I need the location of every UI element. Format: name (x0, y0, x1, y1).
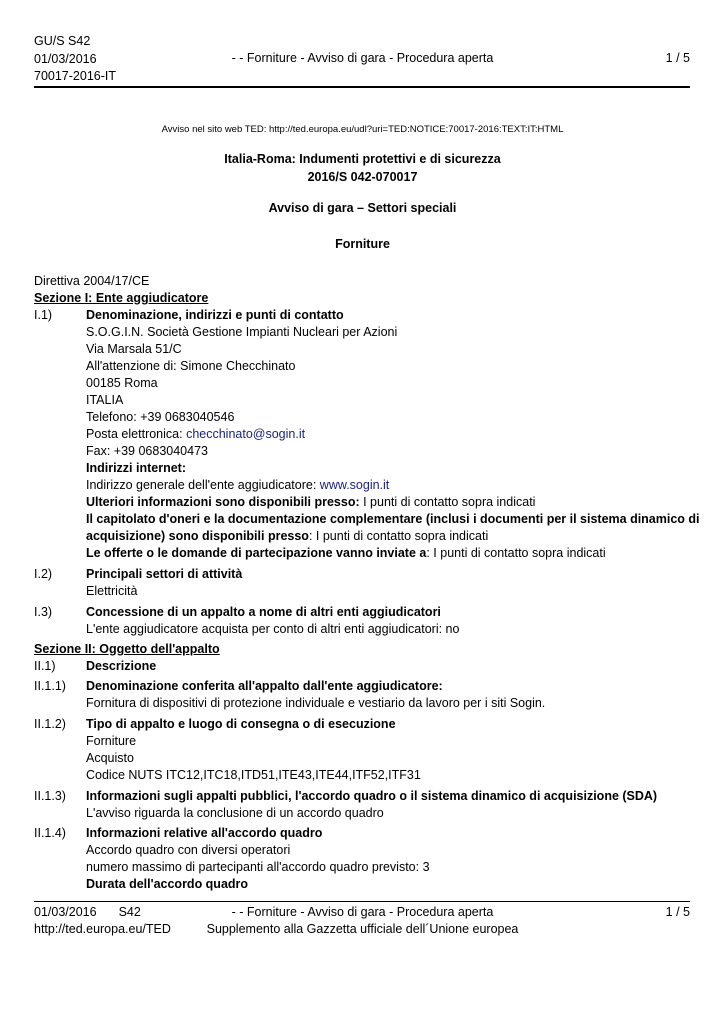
item-title: Denominazione, indirizzi e punti di contatto (86, 308, 344, 322)
notice-title: Italia-Roma: Indumenti protettivi e di sicurezza (224, 152, 501, 166)
item-number: II.1) (34, 659, 56, 673)
item-title: Principali settori di attività (86, 567, 243, 581)
offers-value: : I punti di contatto sopra indicati (426, 546, 606, 560)
general-address-row (86, 477, 389, 494)
item-number: I.1) (34, 308, 53, 322)
documents-label-line2: acquisizione) sono disponibili presso (86, 529, 309, 543)
more-info-row (86, 494, 535, 511)
notice-type: Avviso di gara – Settori speciali (268, 201, 457, 215)
contract-mode: Acquisto (86, 751, 134, 765)
item-value: L'avviso riguarda la conclusione di un accordo quadro (86, 806, 384, 820)
contact-phone: Telefono: +39 0683040546 (86, 410, 235, 424)
organization-name: S.O.G.I.N. Società Gestione Impianti Nucleari per Azioni (86, 325, 398, 339)
item-title: Informazioni sugli appalti pubblici, l'accordo quadro o il sistema dinamico di acquisizione (SDA) (86, 789, 658, 803)
footer-date: 01/03/2016 (34, 905, 97, 919)
item-title: Descrizione (86, 659, 157, 673)
address-street: Via Marsala 51/C (86, 342, 182, 356)
footer-title: - - Forniture - Avviso di gara - Procedura aperta (231, 905, 494, 919)
section-2-heading: Sezione II: Oggetto dell'appalto (34, 642, 220, 656)
footer-series: S42 (118, 905, 141, 919)
offers-row (86, 545, 606, 562)
nuts-codes: Codice NUTS ITC12,ITC18,ITD51,ITE43,ITE44,ITF52,ITF31 (86, 768, 421, 782)
address-city: 00185 Roma (86, 376, 158, 390)
footer-page-number: 1 / 5 (665, 905, 690, 919)
item-number: II.1.3) (34, 789, 66, 803)
header-doc-number: 70017-2016-IT (34, 69, 117, 83)
item-number: I.2) (34, 567, 53, 581)
more-info-label: Ulteriori informazioni sono disponibili presso: (86, 495, 360, 509)
footer-supplement: Supplemento alla Gazzetta ufficiale dell´Unione europea (206, 922, 519, 936)
item-title: Denominazione conferita all'appalto dall'ente aggiudicatore: (86, 679, 443, 693)
item-number: II.1.4) (34, 826, 66, 840)
email-link[interactable]: checchinato@sogin.it (186, 427, 306, 441)
documents-row (86, 528, 488, 545)
directive: Direttiva 2004/17/CE (34, 274, 150, 288)
header-page-number: 1 / 5 (665, 51, 690, 65)
item-number: II.1.2) (34, 717, 66, 731)
website-link[interactable]: www.sogin.it (319, 478, 390, 492)
item-value: L'ente aggiudicatore acquista per conto di altri enti aggiudicatori: no (86, 622, 460, 636)
notice-reference: 2016/S 042-070017 (307, 170, 418, 184)
more-info-value: I punti di contatto sopra indicati (359, 495, 536, 509)
contact-email-row (86, 426, 305, 443)
footer-url[interactable]: http://ted.europa.eu/TED (34, 922, 171, 936)
header-divider (34, 86, 690, 88)
documents-label-line1: Il capitolato d'oneri e la documentazione complementare (inclusi i documenti per il sistema dinamico di (86, 512, 700, 526)
notice-category: Forniture (335, 237, 390, 251)
contact-attention: All'attenzione di: Simone Checchinato (86, 359, 296, 373)
section-1-heading: Sezione I: Ente aggiudicatore (34, 291, 209, 305)
framework-max-participants: numero massimo di partecipanti all'accordo quadro previsto: 3 (86, 860, 430, 874)
item-title: Tipo di appalto e luogo di consegna o di esecuzione (86, 717, 396, 731)
header-series: GU/S S42 (34, 34, 91, 48)
item-title: Concessione di un appalto a nome di altri enti aggiudicatori (86, 605, 441, 619)
ted-notice-url: Avviso nel sito web TED: http://ted.europa.eu/udl?uri=TED:NOTICE:70017-2016:TEXT:IT:HTML (161, 124, 564, 135)
contact-fax: Fax: +39 0683040473 (86, 444, 208, 458)
item-value: Fornitura di dispositivi di protezione individuale e vestiario da lavoro per i siti Sogin. (86, 696, 546, 710)
item-value: Elettricità (86, 584, 138, 598)
documents-value: : I punti di contatto sopra indicati (308, 529, 489, 543)
framework-duration-title: Durata dell'accordo quadro (86, 877, 249, 891)
footer-divider (34, 901, 690, 902)
header-title: - - Forniture - Avviso di gara - Procedura aperta (231, 51, 494, 65)
item-number: I.3) (34, 605, 53, 619)
framework-operators: Accordo quadro con diversi operatori (86, 843, 291, 857)
internet-addresses-label: Indirizzi internet: (86, 461, 186, 475)
contract-type: Forniture (86, 734, 137, 748)
address-country: ITALIA (86, 393, 124, 407)
item-number: II.1.1) (34, 679, 66, 693)
header-date: 01/03/2016 (34, 51, 97, 66)
item-title: Informazioni relative all'accordo quadro (86, 826, 323, 840)
email-label: Posta elettronica: (86, 427, 187, 441)
general-address-label: Indirizzo generale dell'ente aggiudicatore: (86, 478, 320, 492)
offers-label: Le offerte o le domande di partecipazione vanno inviate a (86, 546, 427, 560)
